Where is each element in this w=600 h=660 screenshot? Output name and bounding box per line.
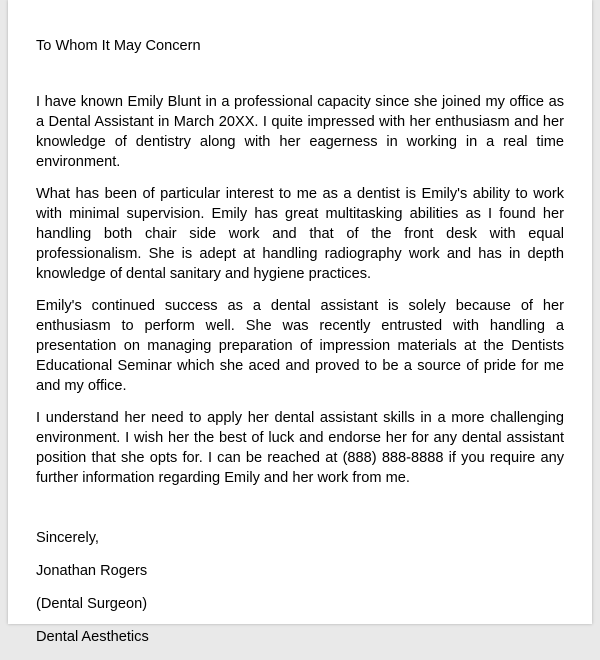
closing-text: Sincerely, <box>36 530 99 546</box>
signature-block <box>36 528 564 647</box>
letter-body <box>36 36 564 660</box>
paragraph-introduction: I have known Emily Blunt in a professional capacity since she joined my office as a Dental Assistant in March 20XX. I quite impressed with her enthusiasm and her knowledge of dentistry along with her eagerness in working in a real time environment. <box>36 94 564 170</box>
signer-title: (Dental Surgeon) <box>36 596 148 612</box>
paragraph-abilities: What has been of particular interest to me as a dentist is Emily's ability to work with minimal supervision. Emily has great multitasking abilities as I found her handling both chair side work and that of the front desk with equal professionalism. She is adept at handling radiography work and has in depth knowledge of dental sanitary and hygiene practices. <box>36 186 564 282</box>
paragraph-success: Emily's continued success as a dental assistant is solely because of her enthusiasm to perform well. She was recently entrusted with handling a presentation on managing preparation of impression materials at the Dentists Educational Seminar which she aced and proved to be a source of pride for me and my office. <box>36 298 564 394</box>
signer-name: Jonathan Rogers <box>36 563 148 579</box>
paragraph-endorsement: I understand her need to apply her dental assistant skills in a more challenging environment. I wish her the best of luck and endorse her for any dental assistant position that she opts for. I can be reached at (888) 888-8888 if you require any further information regarding Emily and her work from me. <box>36 410 564 486</box>
letter-page <box>8 0 592 645</box>
organization-name: Dental Aesthetics <box>36 629 149 645</box>
salutation: To Whom It May Concern <box>36 38 201 54</box>
